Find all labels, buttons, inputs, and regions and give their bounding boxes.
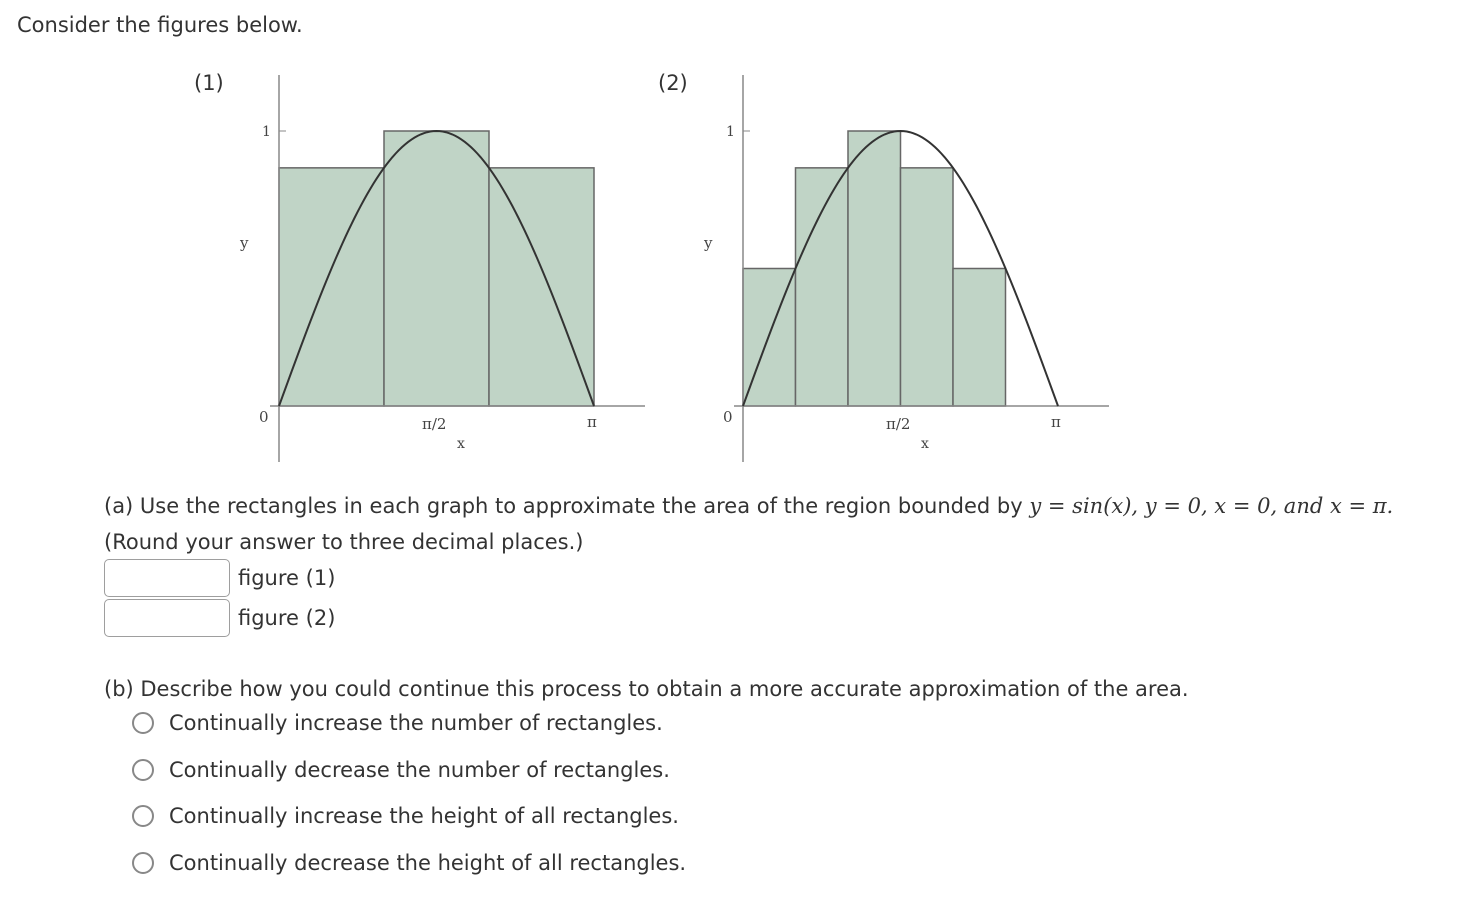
x-tick-label-0: 0 (259, 408, 269, 426)
part-a-prefix: (a) Use the rectangles in each graph to approximate the area of the region bounded by (104, 494, 1030, 518)
x-tick-label-pi: π (1051, 413, 1061, 431)
figure-2-label: (2) (658, 71, 688, 95)
answer-row-figure-1 (104, 558, 335, 598)
radio-button[interactable] (132, 852, 154, 874)
x-tick-label-pi-half: π/2 (886, 415, 911, 433)
figure-2-answer-label: figure (2) (238, 606, 336, 630)
rectangles-group (279, 131, 594, 406)
figure-1-label: (1) (194, 71, 224, 95)
figure-1-answer-label: figure (1) (238, 566, 336, 590)
part-a-rounding-note: (Round your answer to three decimal places.) (104, 530, 584, 554)
figure-2-graph (694, 70, 1124, 470)
option-label: Continually increase the number of rectangles. (169, 711, 663, 735)
option-increase-height[interactable] (132, 802, 679, 830)
figure-1-graph (230, 70, 660, 470)
rectangle-3 (848, 131, 901, 406)
y-tick-label-1: 1 (726, 124, 735, 140)
option-label: Continually decrease the number of rectangles. (169, 758, 670, 782)
rectangle-5 (953, 269, 1006, 407)
rectangle-3 (489, 168, 594, 406)
figure-1-answer-input[interactable] (104, 559, 230, 597)
option-increase-number[interactable] (132, 709, 663, 737)
x-axis-label: x (921, 436, 929, 452)
y-tick-label-1: 1 (262, 124, 271, 140)
rectangles-group (743, 131, 1006, 406)
y-axis-label: y (240, 234, 249, 252)
option-decrease-number[interactable] (132, 756, 670, 784)
x-axis-label: x (457, 436, 465, 452)
option-label: Continually decrease the height of all rectangles. (169, 851, 687, 875)
x-tick-label-0: 0 (723, 408, 733, 426)
rectangle-1 (279, 168, 384, 406)
radio-button[interactable] (132, 759, 154, 781)
y-axis-label: y (704, 234, 713, 252)
option-decrease-height[interactable] (132, 849, 686, 877)
x-tick-label-pi-half: π/2 (422, 415, 447, 433)
part-a-question (104, 494, 1393, 518)
part-a-math: y = sin(x), y = 0, x = 0, and x = π. (1029, 494, 1394, 518)
option-label: Continually increase the height of all rectangles. (169, 804, 679, 828)
x-tick-label-pi: π (587, 413, 597, 431)
radio-button[interactable] (132, 712, 154, 734)
rectangle-2 (796, 168, 849, 406)
rectangle-2 (384, 131, 489, 406)
answer-row-figure-2 (104, 598, 335, 638)
radio-button[interactable] (132, 805, 154, 827)
rectangle-4 (901, 168, 954, 406)
part-b-question: (b) Describe how you could continue this process to obtain a more accurate approximation of the area. (104, 677, 1189, 701)
figure-2-answer-input[interactable] (104, 599, 230, 637)
intro-text: Consider the figures below. (17, 13, 303, 37)
